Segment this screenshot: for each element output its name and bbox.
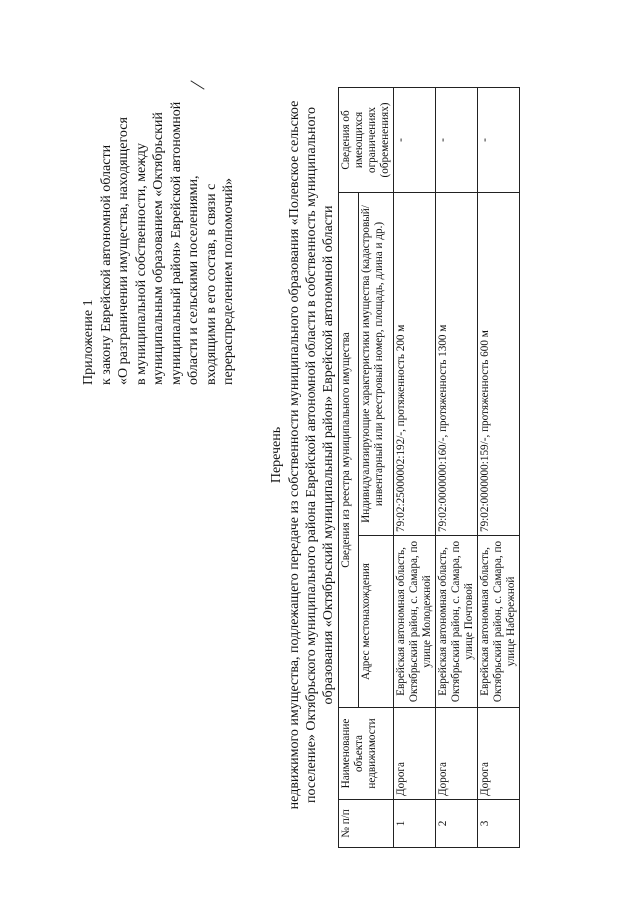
cell-ident: 79:02:0000000:159/-, протяженность 600 м bbox=[478, 192, 520, 535]
title-heading: Перечень bbox=[269, 426, 284, 484]
appendix-line: муниципальным образованием «Октябрьский bbox=[151, 112, 166, 385]
cell-address: Еврейская автономная область, Октябрьский район, с. Самара, по улице Почтовой bbox=[436, 536, 478, 708]
cell-num: 3 bbox=[478, 800, 520, 848]
appendix-line: муниципальный район» Еврейской автономной bbox=[168, 101, 184, 385]
property-table bbox=[338, 87, 520, 848]
appendix-line: области и сельскими поселениями, bbox=[186, 175, 201, 385]
table-row bbox=[478, 87, 520, 847]
header-num: № п/п bbox=[339, 800, 394, 848]
document-title bbox=[268, 35, 337, 875]
table-row bbox=[436, 87, 478, 847]
cell-num: 2 bbox=[436, 800, 478, 848]
cell-name: Дорога bbox=[478, 708, 520, 800]
header-registry: Сведения из реестра муниципального имущества bbox=[339, 192, 359, 707]
cell-restrictions: - bbox=[394, 87, 436, 192]
header-name: Наименование объекта недвижимости bbox=[339, 708, 394, 800]
title-line: поселение» Октябрьского муниципального района Еврейской автономной области в собственность муниципального bbox=[304, 107, 319, 803]
appendix-line: «О разграничении имущества, находящегося bbox=[116, 117, 131, 385]
table-row bbox=[394, 87, 436, 847]
title-line: недвижимого имущества, подлежащего передаче из собственности муниципального образования «Полевское сельское bbox=[287, 100, 302, 810]
header-address: Адрес местонахождения bbox=[358, 536, 393, 708]
cell-address: Еврейская автономная область, Октябрьский район, с. Самара, по улице Молодежной bbox=[394, 536, 436, 708]
appendix-line: к закону Еврейской автономной области bbox=[98, 144, 114, 385]
title-line: образования «Октябрьский муниципальный район» Еврейской автономной области bbox=[321, 205, 336, 705]
cell-num: 1 bbox=[394, 800, 436, 848]
cell-restrictions: - bbox=[478, 87, 520, 192]
cell-address: Еврейская автономная область, Октябрьский район, с. Самара, по улице Набережной bbox=[478, 536, 520, 708]
appendix-line: перераспределением полномочий» bbox=[221, 177, 236, 385]
header-ident: Индивидуализирующие характеристики имущества (кадастровый/инвентарный или реестровый номер, площадь, длина и др.) bbox=[358, 192, 393, 535]
appendix-line: Приложение 1 bbox=[81, 299, 96, 385]
appendix-header bbox=[80, 40, 238, 385]
cell-ident: 79:02:0000000:160/-, протяженность 1300 м bbox=[436, 192, 478, 535]
cell-ident: 79:02:25000002:192/-, протяженность 200 м bbox=[394, 192, 436, 535]
cell-restrictions: - bbox=[436, 87, 478, 192]
appendix-line: входящими в его состав, в связи с bbox=[203, 183, 219, 385]
appendix-line: в муниципальной собственности, между bbox=[133, 142, 149, 385]
cell-name: Дорога bbox=[394, 708, 436, 800]
cell-name: Дорога bbox=[436, 708, 478, 800]
header-restrictions: Сведения об имеющихся ограничениях (обременениях) bbox=[339, 87, 394, 192]
table-header-row bbox=[339, 87, 359, 847]
